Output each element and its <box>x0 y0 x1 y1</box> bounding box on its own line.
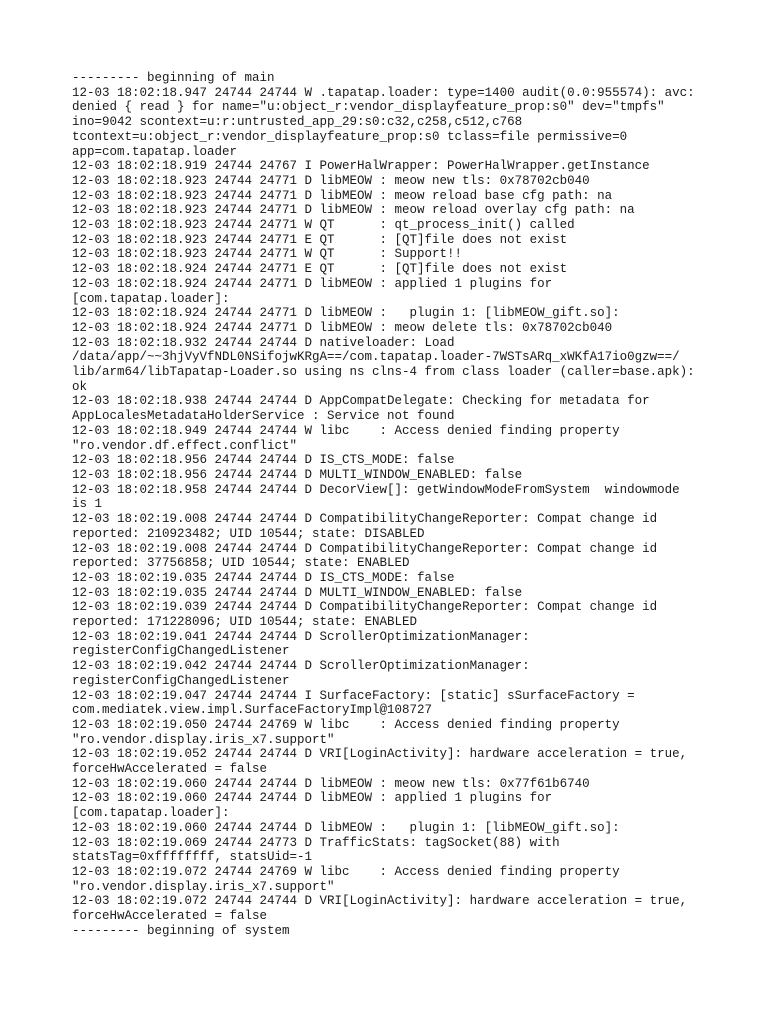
log-line: 12-03 18:02:18.919 24744 24767 I PowerHalWrapper: PowerHalWrapper.getInstance <box>72 159 650 174</box>
log-line: 12-03 18:02:19.041 24744 24744 D ScrollerOptimizationManager: <box>72 629 530 644</box>
log-line: 12-03 18:02:19.008 24744 24744 D CompatibilityChangeReporter: Compat change id <box>72 541 658 556</box>
log-line: com.mediatek.view.impl.SurfaceFactoryImpl@108727 <box>72 703 433 718</box>
log-line: 12-03 18:02:19.072 24744 24769 W libc : Access denied finding property <box>72 864 620 879</box>
log-line: 12-03 18:02:18.924 24744 24771 D libMEOW : applied 1 plugins for <box>72 276 553 291</box>
log-line: 12-03 18:02:18.923 24744 24771 W QT : Support!! <box>72 247 463 262</box>
log-line: reported: 37756858; UID 10544; state: ENABLED <box>72 556 410 571</box>
log-line: "ro.vendor.display.iris_x7.support" <box>72 732 335 747</box>
log-line: 12-03 18:02:18.924 24744 24771 D libMEOW : plugin 1: [libMEOW_gift.so]: <box>72 306 620 321</box>
log-line: 12-03 18:02:18.956 24744 24744 D IS_CTS_MODE: false <box>72 453 455 468</box>
log-line: 12-03 18:02:19.069 24744 24773 D TrafficStats: tagSocket(88) with <box>72 835 560 850</box>
log-line: denied { read } for name="u:object_r:vendor_displayfeature_prop:s0" dev="tmpfs" <box>72 100 665 115</box>
log-line: is 1 <box>72 497 103 512</box>
log-line: 12-03 18:02:18.958 24744 24744 D DecorView[]: getWindowModeFromSystem windowmode <box>72 482 680 497</box>
log-line: 12-03 18:02:18.932 24744 24744 D nativeloader: Load <box>72 335 455 350</box>
log-line: 12-03 18:02:19.047 24744 24744 I SurfaceFactory: [static] sSurfaceFactory = <box>72 688 635 703</box>
log-line: 12-03 18:02:19.035 24744 24744 D IS_CTS_MODE: false <box>72 570 455 585</box>
log-line: 12-03 18:02:19.052 24744 24744 D VRI[LoginActivity]: hardware acceleration = true, <box>72 747 688 762</box>
log-line: [com.tapatap.loader]: <box>72 291 230 306</box>
log-line: registerConfigChangedListener <box>72 673 290 688</box>
log-section-separator: --------- beginning of main <box>72 71 275 85</box>
log-line: 12-03 18:02:18.924 24744 24771 D libMEOW : meow delete tls: 0x78702cb040 <box>72 320 613 335</box>
log-line: registerConfigChangedListener <box>72 644 290 659</box>
log-line: 12-03 18:02:18.923 24744 24771 D libMEOW : meow reload overlay cfg path: na <box>72 203 635 218</box>
log-line: 12-03 18:02:18.949 24744 24744 W libc : Access denied finding property <box>72 423 620 438</box>
log-line: statsTag=0xffffffff, statsUid=-1 <box>72 850 313 865</box>
log-line: forceHwAccelerated = false <box>72 909 268 924</box>
log-line: app=com.tapatap.loader <box>72 144 238 159</box>
log-line: forceHwAccelerated = false <box>72 762 268 777</box>
log-line: 12-03 18:02:18.956 24744 24744 D MULTI_WINDOW_ENABLED: false <box>72 467 523 482</box>
log-line: lib/arm64/libTapatap-Loader.so using ns clns-4 from class loader (caller=base.apk): <box>72 365 695 380</box>
log-line: 12-03 18:02:18.923 24744 24771 E QT : [QT]file does not exist <box>72 232 568 247</box>
log-line: 12-03 18:02:19.042 24744 24744 D ScrollerOptimizationManager: <box>72 659 530 674</box>
log-line: 12-03 18:02:19.035 24744 24744 D MULTI_WINDOW_ENABLED: false <box>72 585 523 600</box>
log-section-separator: --------- beginning of system <box>72 923 290 938</box>
log-line: 12-03 18:02:18.923 24744 24771 W QT : qt_process_init() called <box>72 218 575 233</box>
log-line: ino=9042 scontext=u:r:untrusted_app_29:s0:c32,c258,c512,c768 <box>72 115 523 130</box>
log-line: 12-03 18:02:18.947 24744 24744 W .tapatap.loader: type=1400 audit(0.0:955574): avc: <box>72 85 695 100</box>
log-line: 12-03 18:02:19.060 24744 24744 D libMEOW : meow new tls: 0x77f61b6740 <box>72 776 590 791</box>
log-line: 12-03 18:02:19.039 24744 24744 D CompatibilityChangeReporter: Compat change id <box>72 600 658 615</box>
log-line: 12-03 18:02:18.923 24744 24771 D libMEOW : meow reload base cfg path: na <box>72 188 613 203</box>
log-line: [com.tapatap.loader]: <box>72 806 230 821</box>
log-line: 12-03 18:02:19.060 24744 24744 D libMEOW : plugin 1: [libMEOW_gift.so]: <box>72 820 620 835</box>
log-line: 12-03 18:02:19.008 24744 24744 D CompatibilityChangeReporter: Compat change id <box>72 512 658 527</box>
log-line: 12-03 18:02:18.924 24744 24771 E QT : [QT]file does not exist <box>72 262 568 277</box>
log-line: 12-03 18:02:19.072 24744 24744 D VRI[LoginActivity]: hardware acceleration = true, <box>72 894 688 909</box>
log-line: 12-03 18:02:19.050 24744 24769 W libc : Access denied finding property <box>72 717 620 732</box>
log-line: AppLocalesMetadataHolderService : Service not found <box>72 409 455 424</box>
log-line: ok <box>72 379 88 394</box>
log-line: tcontext=u:object_r:vendor_displayfeature_prop:s0 tclass=file permissive=0 <box>72 129 628 144</box>
log-output <box>72 71 732 938</box>
log-line: 12-03 18:02:18.938 24744 24744 D AppCompatDelegate: Checking for metadata for <box>72 394 650 409</box>
log-line: "ro.vendor.df.effect.conflict" <box>72 438 298 453</box>
log-line: reported: 171228096; UID 10544; state: ENABLED <box>72 615 418 630</box>
log-line: 12-03 18:02:19.060 24744 24744 D libMEOW : applied 1 plugins for <box>72 791 553 806</box>
log-line: /data/app/~~3hjVyVfNDL0NSifojwKRgA==/com.tapatap.loader-7WSTsARq_xWKfA17io0gzw==/ <box>72 350 680 365</box>
log-line: 12-03 18:02:18.923 24744 24771 D libMEOW : meow new tls: 0x78702cb040 <box>72 173 590 188</box>
log-line: reported: 210923482; UID 10544; state: DISABLED <box>72 526 425 541</box>
log-line: "ro.vendor.display.iris_x7.support" <box>72 879 335 894</box>
